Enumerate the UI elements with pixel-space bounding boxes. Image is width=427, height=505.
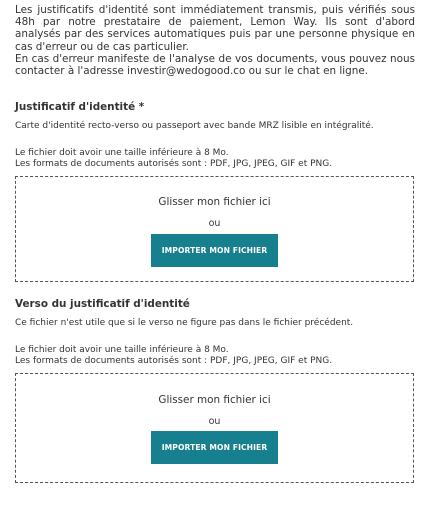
id-dropzone-text: Glisser mon fichier ici — [158, 196, 271, 208]
intro-paragraph-2: En cas d'erreur manifeste de l'analyse de vos documents, vous pouvez nous contacter à l'adresse investir@wedogood.co ou sur le chat en ligne. — [15, 52, 415, 78]
id-dropzone-or: ou — [208, 218, 221, 229]
id-size-limit: Le fichier doit avoir une taille inférieure à 8 Mo. — [15, 148, 229, 158]
verso-dropzone-or: ou — [208, 416, 221, 427]
id-section-description: Carte d'identité recto-verso ou passeport avec bande MRZ lisible en intégralité. — [15, 121, 374, 131]
id-section-title: Justificatif d'identité * — [15, 101, 145, 113]
intro-text — [15, 4, 415, 77]
verso-size-limit: Le fichier doit avoir une taille inférieure à 8 Mo. — [15, 345, 229, 355]
verso-section-title: Verso du justificatif d'identité — [15, 298, 190, 310]
id-dropzone[interactable] — [15, 176, 414, 282]
verso-dropzone-text: Glisser mon fichier ici — [158, 394, 271, 406]
id-formats: Les formats de documents autorisés sont : PDF, JPG, JPEG, GIF et PNG. — [15, 159, 333, 169]
verso-section-description: Ce fichier n'est utile que si le verso ne figure pas dans le fichier précédent. — [15, 318, 354, 328]
verso-section-constraints — [15, 345, 332, 367]
verso-dropzone[interactable] — [15, 373, 414, 483]
id-import-button[interactable]: IMPORTER MON FICHIER — [151, 234, 278, 267]
intro-paragraph-1: Les justificatifs d'identité sont immédiatement transmis, puis vérifiés sous 48h par notre prestataire de paiement, Lemon Way. Ils sont d'abord analysés par des services automatiques puis par une personne physique en cas d'erreur ou de cas particulier. — [15, 4, 415, 53]
verso-import-button[interactable]: IMPORTER MON FICHIER — [151, 431, 278, 464]
id-section-constraints — [15, 148, 332, 170]
verso-formats: Les formats de documents autorisés sont : PDF, JPG, JPEG, GIF et PNG. — [15, 356, 333, 366]
